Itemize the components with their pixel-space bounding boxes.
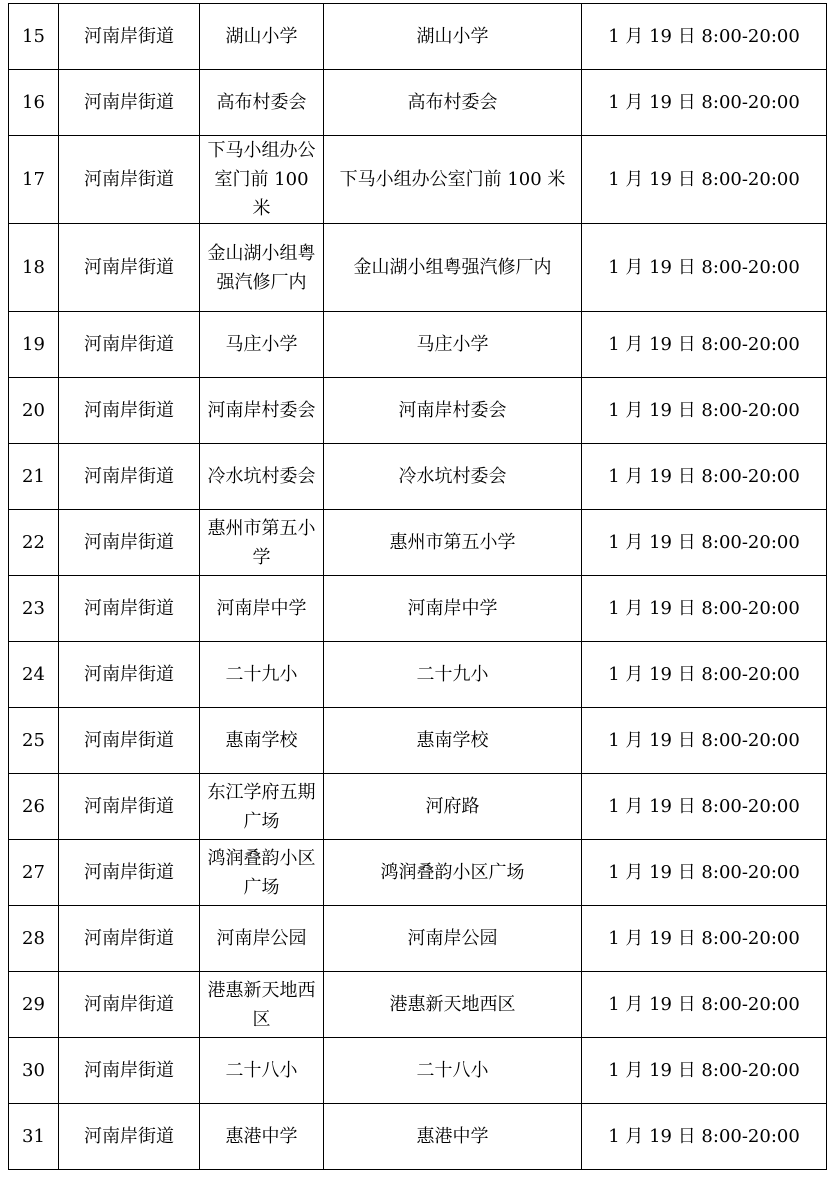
cell-address: 高布村委会 (324, 70, 582, 136)
cell-site-name: 金山湖小组粤强汽修厂内 (200, 224, 324, 312)
cell-time: 1 月 19 日 8:00-20:00 (582, 70, 827, 136)
cell-number: 26 (9, 774, 59, 840)
cell-site-name: 鸿润叠韵小区广场 (200, 840, 324, 906)
cell-time: 1 月 19 日 8:00-20:00 (582, 444, 827, 510)
cell-number: 25 (9, 708, 59, 774)
cell-time: 1 月 19 日 8:00-20:00 (582, 1104, 827, 1170)
cell-street: 河南岸街道 (59, 136, 200, 224)
cell-street: 河南岸街道 (59, 444, 200, 510)
cell-time: 1 月 19 日 8:00-20:00 (582, 642, 827, 708)
cell-number: 17 (9, 136, 59, 224)
table-row (9, 642, 827, 708)
cell-street: 河南岸街道 (59, 224, 200, 312)
cell-number: 16 (9, 70, 59, 136)
cell-number: 24 (9, 642, 59, 708)
table-row (9, 378, 827, 444)
schedule-table (8, 3, 827, 1170)
cell-address: 马庄小学 (324, 312, 582, 378)
cell-address: 惠南学校 (324, 708, 582, 774)
table-row (9, 906, 827, 972)
table-row (9, 1104, 827, 1170)
table-row (9, 774, 827, 840)
cell-time: 1 月 19 日 8:00-20:00 (582, 1038, 827, 1104)
cell-time: 1 月 19 日 8:00-20:00 (582, 576, 827, 642)
cell-site-name: 惠港中学 (200, 1104, 324, 1170)
cell-site-name: 港惠新天地西区 (200, 972, 324, 1038)
cell-number: 27 (9, 840, 59, 906)
table-row (9, 136, 827, 224)
cell-street: 河南岸街道 (59, 576, 200, 642)
table-row (9, 576, 827, 642)
cell-street: 河南岸街道 (59, 70, 200, 136)
cell-number: 23 (9, 576, 59, 642)
cell-site-name: 河南岸公园 (200, 906, 324, 972)
cell-address: 河府路 (324, 774, 582, 840)
cell-address: 鸿润叠韵小区广场 (324, 840, 582, 906)
cell-street: 河南岸街道 (59, 774, 200, 840)
cell-address: 惠州市第五小学 (324, 510, 582, 576)
cell-time: 1 月 19 日 8:00-20:00 (582, 840, 827, 906)
cell-street: 河南岸街道 (59, 312, 200, 378)
cell-number: 15 (9, 4, 59, 70)
cell-street: 河南岸街道 (59, 1104, 200, 1170)
cell-site-name: 东江学府五期广场 (200, 774, 324, 840)
cell-number: 20 (9, 378, 59, 444)
cell-site-name: 惠南学校 (200, 708, 324, 774)
cell-site-name: 下马小组办公室门前 100 米 (200, 136, 324, 224)
cell-time: 1 月 19 日 8:00-20:00 (582, 774, 827, 840)
cell-address: 惠港中学 (324, 1104, 582, 1170)
cell-number: 22 (9, 510, 59, 576)
cell-time: 1 月 19 日 8:00-20:00 (582, 708, 827, 774)
cell-address: 湖山小学 (324, 4, 582, 70)
cell-address: 河南岸村委会 (324, 378, 582, 444)
cell-address: 港惠新天地西区 (324, 972, 582, 1038)
cell-address: 冷水坑村委会 (324, 444, 582, 510)
cell-street: 河南岸街道 (59, 378, 200, 444)
table-row (9, 1038, 827, 1104)
cell-address: 下马小组办公室门前 100 米 (324, 136, 582, 224)
cell-site-name: 湖山小学 (200, 4, 324, 70)
cell-street: 河南岸街道 (59, 1038, 200, 1104)
table-row (9, 510, 827, 576)
cell-time: 1 月 19 日 8:00-20:00 (582, 312, 827, 378)
cell-number: 18 (9, 224, 59, 312)
cell-number: 31 (9, 1104, 59, 1170)
cell-number: 30 (9, 1038, 59, 1104)
cell-site-name: 高布村委会 (200, 70, 324, 136)
cell-site-name: 冷水坑村委会 (200, 444, 324, 510)
cell-time: 1 月 19 日 8:00-20:00 (582, 136, 827, 224)
cell-number: 29 (9, 972, 59, 1038)
cell-street: 河南岸街道 (59, 4, 200, 70)
cell-street: 河南岸街道 (59, 510, 200, 576)
cell-site-name: 河南岸村委会 (200, 378, 324, 444)
table-row (9, 4, 827, 70)
cell-address: 金山湖小组粤强汽修厂内 (324, 224, 582, 312)
cell-time: 1 月 19 日 8:00-20:00 (582, 4, 827, 70)
cell-time: 1 月 19 日 8:00-20:00 (582, 224, 827, 312)
cell-site-name: 河南岸中学 (200, 576, 324, 642)
cell-time: 1 月 19 日 8:00-20:00 (582, 906, 827, 972)
cell-address: 河南岸公园 (324, 906, 582, 972)
cell-time: 1 月 19 日 8:00-20:00 (582, 510, 827, 576)
cell-number: 28 (9, 906, 59, 972)
cell-street: 河南岸街道 (59, 642, 200, 708)
cell-street: 河南岸街道 (59, 972, 200, 1038)
cell-time: 1 月 19 日 8:00-20:00 (582, 972, 827, 1038)
table-row (9, 972, 827, 1038)
cell-address: 二十九小 (324, 642, 582, 708)
table-row (9, 70, 827, 136)
cell-street: 河南岸街道 (59, 906, 200, 972)
cell-street: 河南岸街道 (59, 840, 200, 906)
table-row (9, 312, 827, 378)
cell-address: 二十八小 (324, 1038, 582, 1104)
cell-site-name: 惠州市第五小学 (200, 510, 324, 576)
table-row (9, 708, 827, 774)
cell-number: 19 (9, 312, 59, 378)
cell-number: 21 (9, 444, 59, 510)
table-body (9, 4, 827, 1170)
cell-address: 河南岸中学 (324, 576, 582, 642)
table-row (9, 840, 827, 906)
table-row (9, 444, 827, 510)
cell-site-name: 二十九小 (200, 642, 324, 708)
table-row (9, 224, 827, 312)
cell-time: 1 月 19 日 8:00-20:00 (582, 378, 827, 444)
cell-site-name: 马庄小学 (200, 312, 324, 378)
cell-site-name: 二十八小 (200, 1038, 324, 1104)
cell-street: 河南岸街道 (59, 708, 200, 774)
